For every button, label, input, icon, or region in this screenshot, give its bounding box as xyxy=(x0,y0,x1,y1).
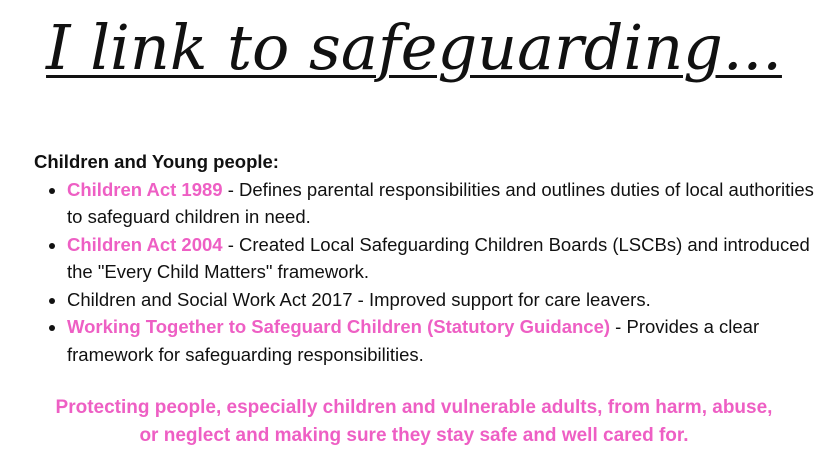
list-item-text: - Created Local Safeguarding Children Boards (LSCBs) and introduced the "Every Child Matters" framework. xyxy=(67,233,810,282)
list-item xyxy=(67,313,814,368)
list-item-highlight: Children Act 2004 xyxy=(67,233,223,255)
list-item xyxy=(67,176,814,231)
footer-line-2: or neglect and making sure they stay safe and well cared for. xyxy=(139,424,689,446)
legislation-list xyxy=(34,176,814,369)
list-item-highlight: Children Act 1989 xyxy=(67,178,223,200)
section-heading: Children and Young people: xyxy=(34,151,279,172)
list-item-text: - Provides a clear framework for safeguarding responsibilities. xyxy=(67,316,760,365)
title-container xyxy=(0,6,828,90)
list-item-highlight: Working Together to Safeguard Children (Statutory Guidance) xyxy=(67,316,611,337)
list-item xyxy=(67,286,814,314)
list-item xyxy=(67,231,814,286)
footer-line-1: Protecting people, especially children and vulnerable adults, from harm, abuse, xyxy=(55,397,773,418)
footer-statement xyxy=(0,394,828,449)
list-item-text: - Defines parental responsibilities and outlines duties of local authorities to safeguard children in need. xyxy=(67,178,814,227)
page-title: I link to safeguarding... xyxy=(46,11,782,84)
list-item-text: Children and Social Work Act 2017 - Improved support for care leavers. xyxy=(67,288,651,310)
main-content xyxy=(34,148,814,368)
